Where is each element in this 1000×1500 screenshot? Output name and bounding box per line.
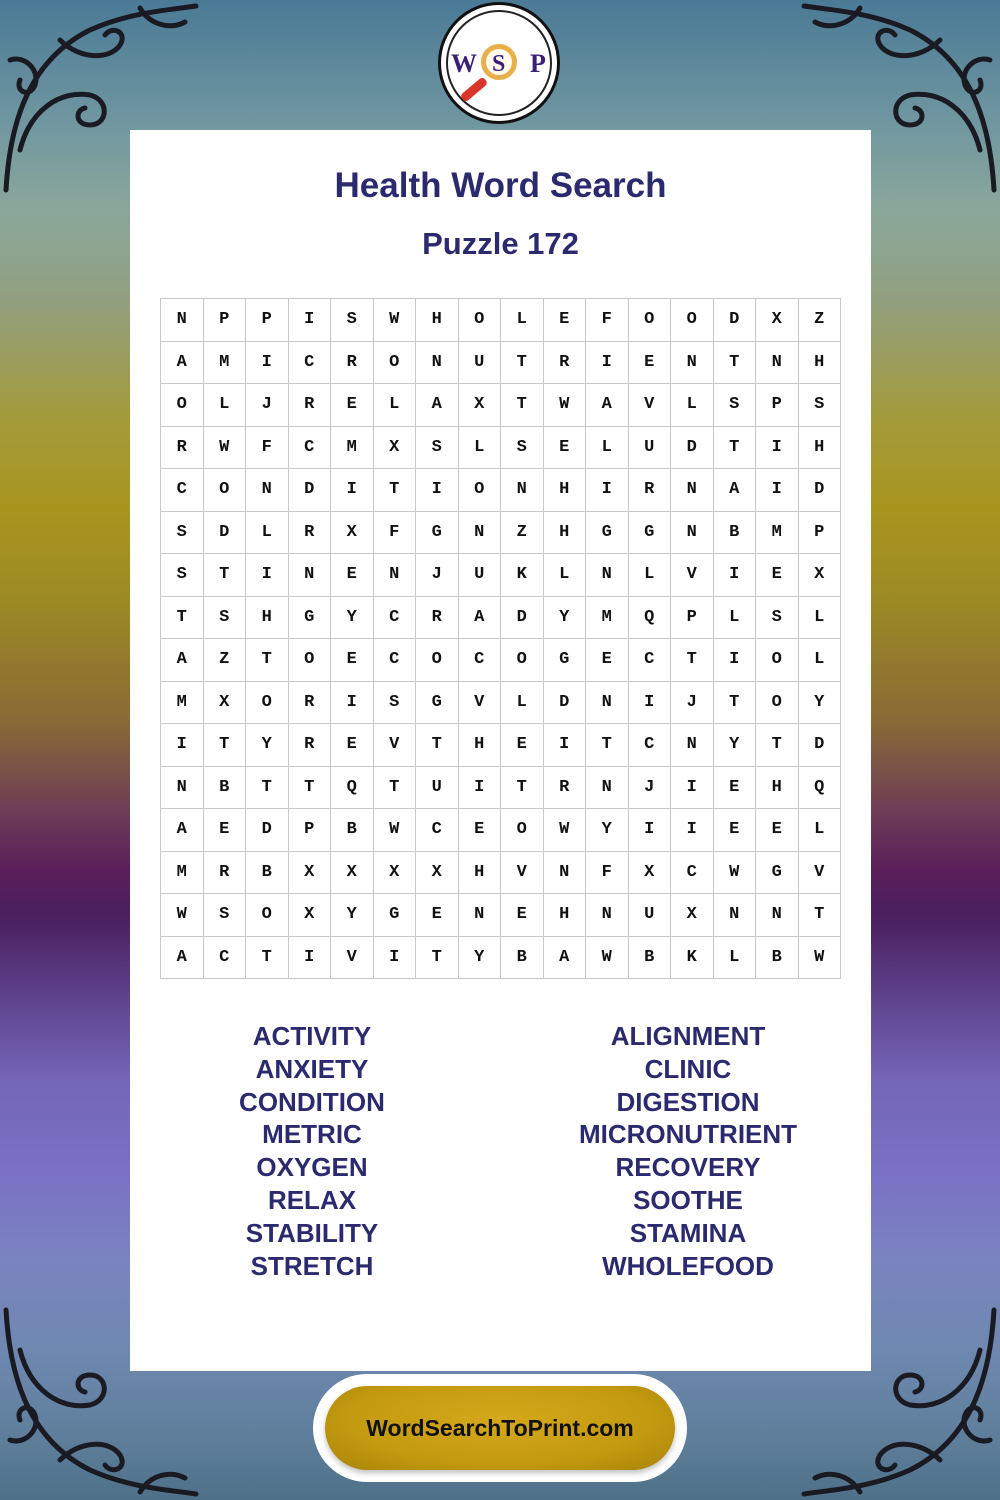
grid-cell[interactable]: H [246,597,289,640]
grid-cell[interactable]: N [586,894,629,937]
grid-cell[interactable]: A [161,937,204,980]
grid-cell[interactable]: K [671,937,714,980]
logo-letter-p: P [530,49,546,78]
grid-cell[interactable]: Y [799,682,842,725]
grid-cell[interactable]: Y [586,809,629,852]
grid-cell[interactable]: I [756,469,799,512]
grid-cell[interactable]: T [161,597,204,640]
grid-cell[interactable]: H [799,342,842,385]
grid-cell[interactable]: X [204,682,247,725]
grid-cell[interactable]: X [289,894,332,937]
grid-cell[interactable]: L [799,809,842,852]
grid-cell[interactable]: H [544,469,587,512]
grid-cell[interactable]: U [459,342,502,385]
grid-cell[interactable]: P [756,384,799,427]
grid-cell[interactable]: C [289,342,332,385]
grid-cell[interactable]: Z [799,299,842,342]
grid-cell[interactable]: R [416,597,459,640]
grid-cell[interactable]: L [799,597,842,640]
grid-cell[interactable]: H [756,767,799,810]
grid-cell[interactable]: C [204,937,247,980]
grid-cell[interactable]: N [586,682,629,725]
word-list-item: MICRONUTRIENT [578,1119,798,1150]
grid-cell[interactable]: N [501,469,544,512]
grid-cell[interactable]: Y [714,724,757,767]
grid-cell[interactable]: A [161,342,204,385]
grid-cell[interactable]: A [459,597,502,640]
grid-cell[interactable]: L [501,682,544,725]
grid-cell[interactable]: J [671,682,714,725]
grid-cell[interactable]: X [331,512,374,555]
grid-cell[interactable]: X [756,299,799,342]
word-list-item: CONDITION [239,1086,385,1117]
grid-cell[interactable]: X [374,852,417,895]
grid-cell[interactable]: H [544,894,587,937]
grid-cell[interactable]: G [544,639,587,682]
grid-cell[interactable]: O [246,894,289,937]
letter-grid [160,298,841,979]
grid-cell[interactable]: L [799,639,842,682]
word-list-item: RECOVERY [615,1152,761,1183]
word-list-right-column [503,1020,873,1282]
grid-cell[interactable]: P [289,809,332,852]
grid-cell[interactable]: N [544,852,587,895]
grid-cell[interactable]: V [331,937,374,980]
grid-cell[interactable]: B [756,937,799,980]
grid-cell[interactable]: L [459,427,502,470]
grid-cell[interactable]: I [671,809,714,852]
grid-cell[interactable]: O [161,384,204,427]
grid-cell[interactable]: V [501,852,544,895]
grid-cell[interactable]: J [246,384,289,427]
grid-cell[interactable]: O [756,682,799,725]
grid-cell[interactable]: B [714,512,757,555]
grid-cell[interactable]: O [501,809,544,852]
grid-cell[interactable]: T [289,767,332,810]
grid-cell[interactable]: M [204,342,247,385]
grid-cell[interactable]: N [289,554,332,597]
grid-cell[interactable]: G [756,852,799,895]
grid-cell[interactable]: M [756,512,799,555]
grid-cell[interactable]: P [671,597,714,640]
grid-cell[interactable]: S [331,299,374,342]
grid-cell[interactable]: W [586,937,629,980]
grid-cell[interactable]: D [799,469,842,512]
grid-cell[interactable]: Y [331,894,374,937]
grid-cell[interactable]: A [416,384,459,427]
grid-cell[interactable]: D [501,597,544,640]
grid-cell[interactable]: E [544,427,587,470]
word-list-item: WHOLEFOOD [602,1250,774,1281]
grid-cell[interactable]: N [671,469,714,512]
grid-cell[interactable]: I [544,724,587,767]
grid-cell[interactable]: M [161,852,204,895]
site-name: WordSearchToPrint.com [366,1414,634,1441]
grid-cell[interactable]: T [501,767,544,810]
grid-cell[interactable]: W [374,809,417,852]
grid-cell[interactable]: I [246,554,289,597]
word-list-item: STRETCH [250,1250,374,1281]
grid-cell[interactable]: N [586,767,629,810]
grid-cell[interactable]: B [246,852,289,895]
grid-cell[interactable]: E [756,554,799,597]
grid-cell[interactable]: V [629,384,672,427]
grid-cell[interactable]: I [629,809,672,852]
grid-cell[interactable]: R [289,512,332,555]
grid-cell[interactable]: W [714,852,757,895]
grid-cell[interactable]: S [756,597,799,640]
grid-cell[interactable]: J [416,554,459,597]
grid-cell[interactable]: A [586,384,629,427]
word-list-left-column [127,1020,497,1282]
grid-cell[interactable]: W [544,384,587,427]
grid-cell[interactable]: R [544,767,587,810]
grid-cell[interactable]: T [246,767,289,810]
grid-cell[interactable]: O [204,469,247,512]
grid-cell[interactable]: N [459,512,502,555]
grid-cell[interactable]: Y [331,597,374,640]
grid-cell[interactable]: I [756,427,799,470]
grid-cell[interactable]: T [501,342,544,385]
grid-cell[interactable]: I [459,767,502,810]
grid-cell[interactable]: E [459,809,502,852]
word-list-item: ALIGNMENT [610,1021,766,1051]
grid-cell[interactable]: Z [501,512,544,555]
grid-cell[interactable]: L [246,512,289,555]
grid-cell[interactable]: Y [459,937,502,980]
grid-cell[interactable]: T [204,724,247,767]
grid-cell[interactable]: D [544,682,587,725]
grid-cell[interactable]: R [544,342,587,385]
grid-cell[interactable]: B [629,937,672,980]
word-list-item: DIGESTION [616,1086,760,1117]
grid-cell[interactable]: B [501,937,544,980]
grid-cell[interactable]: H [799,427,842,470]
grid-cell[interactable]: N [671,724,714,767]
grid-cell[interactable]: G [374,894,417,937]
grid-cell[interactable]: C [289,427,332,470]
grid-cell[interactable]: B [204,767,247,810]
grid-cell[interactable]: E [204,809,247,852]
grid-cell[interactable]: L [586,427,629,470]
word-list-item: ANXIETY [255,1053,369,1084]
grid-cell[interactable]: I [161,724,204,767]
page-title: Health Word Search [334,166,667,205]
grid-cell[interactable]: S [161,512,204,555]
grid-cell[interactable]: X [629,852,672,895]
grid-cell[interactable]: I [289,937,332,980]
grid-cell[interactable]: D [289,469,332,512]
grid-cell[interactable]: I [331,682,374,725]
grid-cell[interactable]: T [246,639,289,682]
grid-cell[interactable]: T [501,384,544,427]
grid-cell[interactable]: E [629,342,672,385]
grid-cell[interactable]: X [671,894,714,937]
grid-cell[interactable]: L [501,299,544,342]
grid-cell[interactable]: O [756,639,799,682]
grid-cell[interactable]: D [799,724,842,767]
grid-cell[interactable]: W [799,937,842,980]
grid-cell[interactable]: D [714,299,757,342]
grid-cell[interactable]: X [459,384,502,427]
grid-cell[interactable]: R [289,724,332,767]
grid-cell[interactable]: N [756,894,799,937]
grid-cell[interactable]: W [374,299,417,342]
grid-cell[interactable]: O [289,639,332,682]
grid-cell[interactable]: F [586,299,629,342]
grid-cell[interactable]: W [204,427,247,470]
site-link-button[interactable] [325,1386,675,1470]
grid-cell[interactable]: R [289,384,332,427]
grid-cell[interactable]: C [629,724,672,767]
word-list-item: SOOTHE [633,1184,743,1215]
grid-cell[interactable]: E [501,724,544,767]
grid-cell[interactable]: S [714,384,757,427]
word-list-item: CLINIC [644,1053,732,1084]
footer-badge [313,1374,687,1482]
grid-cell[interactable]: L [671,384,714,427]
grid-cell[interactable]: T [374,469,417,512]
grid-cell[interactable]: C [374,639,417,682]
grid-cell[interactable]: N [671,342,714,385]
word-list-item: ACTIVITY [252,1021,372,1051]
grid-cell[interactable]: C [416,809,459,852]
grid-cell[interactable]: N [161,299,204,342]
grid-cell[interactable]: W [161,894,204,937]
grid-cell[interactable]: A [161,809,204,852]
grid-cell[interactable]: M [161,682,204,725]
grid-cell[interactable]: L [714,597,757,640]
word-list-item: METRIC [262,1119,362,1150]
wsp-logo[interactable] [438,2,560,124]
grid-cell[interactable]: T [714,427,757,470]
grid-cell[interactable]: G [416,512,459,555]
grid-cell[interactable]: H [544,512,587,555]
grid-cell[interactable]: E [331,554,374,597]
grid-cell[interactable]: G [586,512,629,555]
grid-cell[interactable]: X [374,427,417,470]
grid-cell[interactable]: R [289,682,332,725]
grid-cell[interactable]: T [714,682,757,725]
grid-cell[interactable]: I [289,299,332,342]
grid-cell[interactable]: G [289,597,332,640]
grid-cell[interactable]: I [374,937,417,980]
grid-cell[interactable]: V [374,724,417,767]
grid-cell[interactable]: S [204,597,247,640]
word-list-item: STABILITY [245,1217,379,1248]
grid-cell[interactable]: E [416,894,459,937]
grid-cell[interactable]: A [714,469,757,512]
grid-cell[interactable]: F [246,427,289,470]
word-list-item: RELAX [267,1184,357,1215]
grid-cell[interactable]: Y [544,597,587,640]
grid-cell[interactable]: X [799,554,842,597]
grid-cell[interactable]: T [416,937,459,980]
grid-cell[interactable]: T [374,767,417,810]
word-list-item: OXYGEN [256,1152,368,1183]
grid-cell[interactable]: L [629,554,672,597]
grid-cell[interactable]: E [714,767,757,810]
grid-cell[interactable]: J [629,767,672,810]
grid-cell[interactable]: N [459,894,502,937]
grid-cell[interactable]: D [246,809,289,852]
grid-cell[interactable]: Y [246,724,289,767]
grid-cell[interactable]: U [459,554,502,597]
grid-cell[interactable]: O [374,342,417,385]
grid-cell[interactable]: S [204,894,247,937]
grid-cell[interactable]: I [416,469,459,512]
grid-cell[interactable]: E [331,724,374,767]
grid-cell[interactable]: S [374,682,417,725]
grid-cell[interactable]: C [161,469,204,512]
grid-cell[interactable]: N [161,767,204,810]
grid-cell[interactable]: H [459,724,502,767]
grid-cell[interactable]: C [459,639,502,682]
grid-cell[interactable]: Q [331,767,374,810]
grid-cell[interactable]: O [416,639,459,682]
logo-letter-s: S [492,51,506,77]
grid-cell[interactable]: U [416,767,459,810]
grid-cell[interactable]: G [629,512,672,555]
grid-cell[interactable]: E [756,809,799,852]
grid-cell[interactable]: L [544,554,587,597]
grid-cell[interactable]: N [246,469,289,512]
grid-cell[interactable]: Q [799,767,842,810]
grid-cell[interactable]: N [586,554,629,597]
grid-cell[interactable]: N [416,342,459,385]
grid-cell[interactable]: M [331,427,374,470]
grid-cell[interactable]: V [671,554,714,597]
grid-cell[interactable]: V [459,682,502,725]
grid-cell[interactable]: D [671,427,714,470]
grid-cell[interactable]: I [629,682,672,725]
grid-cell[interactable]: B [331,809,374,852]
grid-cell[interactable]: M [586,597,629,640]
grid-cell[interactable]: O [501,639,544,682]
grid-cell[interactable]: V [799,852,842,895]
grid-cell[interactable]: P [799,512,842,555]
grid-cell[interactable]: X [289,852,332,895]
grid-cell[interactable]: R [204,852,247,895]
grid-cell[interactable]: F [374,512,417,555]
grid-cell[interactable]: C [671,852,714,895]
grid-cell[interactable]: O [459,299,502,342]
puzzle-sheet [130,130,871,1371]
grid-cell[interactable]: L [714,937,757,980]
grid-cell[interactable]: D [204,512,247,555]
grid-cell[interactable]: T [586,724,629,767]
grid-cell[interactable]: A [161,639,204,682]
grid-cell[interactable]: T [416,724,459,767]
grid-cell[interactable]: X [331,852,374,895]
grid-cell[interactable]: N [671,512,714,555]
grid-cell[interactable]: R [161,427,204,470]
grid-cell[interactable]: E [331,639,374,682]
grid-cell[interactable]: S [416,427,459,470]
grid-cell[interactable]: Q [629,597,672,640]
grid-cell[interactable]: O [671,299,714,342]
grid-cell[interactable]: S [799,384,842,427]
grid-cell[interactable]: I [331,469,374,512]
grid-cell[interactable]: T [671,639,714,682]
word-list-item: STAMINA [629,1217,747,1248]
grid-cell[interactable]: T [204,554,247,597]
grid-cell[interactable]: S [161,554,204,597]
grid-cell[interactable]: I [671,767,714,810]
grid-cell[interactable]: O [246,682,289,725]
logo-letter-w: W [451,49,477,78]
grid-cell[interactable]: I [714,554,757,597]
grid-cell[interactable]: C [374,597,417,640]
puzzle-number: Puzzle 172 [422,226,579,261]
grid-cell[interactable]: N [714,894,757,937]
grid-cell[interactable]: X [416,852,459,895]
grid-cell[interactable]: T [246,937,289,980]
grid-cell[interactable]: N [756,342,799,385]
grid-cell[interactable]: H [416,299,459,342]
grid-cell[interactable]: Z [204,639,247,682]
grid-cell[interactable]: N [374,554,417,597]
grid-cell[interactable]: I [246,342,289,385]
grid-cell[interactable]: L [374,384,417,427]
grid-cell[interactable]: F [586,852,629,895]
grid-cell[interactable]: E [501,894,544,937]
grid-cell[interactable]: L [204,384,247,427]
grid-cell[interactable]: E [586,639,629,682]
grid-cell[interactable]: G [416,682,459,725]
grid-cell[interactable]: O [459,469,502,512]
grid-cell[interactable]: E [544,299,587,342]
grid-cell[interactable]: R [629,469,672,512]
grid-cell[interactable]: U [629,427,672,470]
grid-cell[interactable]: O [629,299,672,342]
grid-cell[interactable]: P [246,299,289,342]
grid-cell[interactable]: E [331,384,374,427]
grid-cell[interactable]: I [714,639,757,682]
grid-cell[interactable]: E [714,809,757,852]
grid-cell[interactable]: T [714,342,757,385]
grid-cell[interactable]: A [544,937,587,980]
grid-cell[interactable]: W [544,809,587,852]
grid-cell[interactable]: R [331,342,374,385]
grid-cell[interactable]: I [586,469,629,512]
grid-cell[interactable]: T [756,724,799,767]
grid-cell[interactable]: I [586,342,629,385]
grid-cell[interactable]: C [629,639,672,682]
grid-cell[interactable]: H [459,852,502,895]
grid-cell[interactable]: S [501,427,544,470]
grid-cell[interactable]: T [799,894,842,937]
grid-cell[interactable]: P [204,299,247,342]
grid-cell[interactable]: K [501,554,544,597]
grid-cell[interactable]: U [629,894,672,937]
